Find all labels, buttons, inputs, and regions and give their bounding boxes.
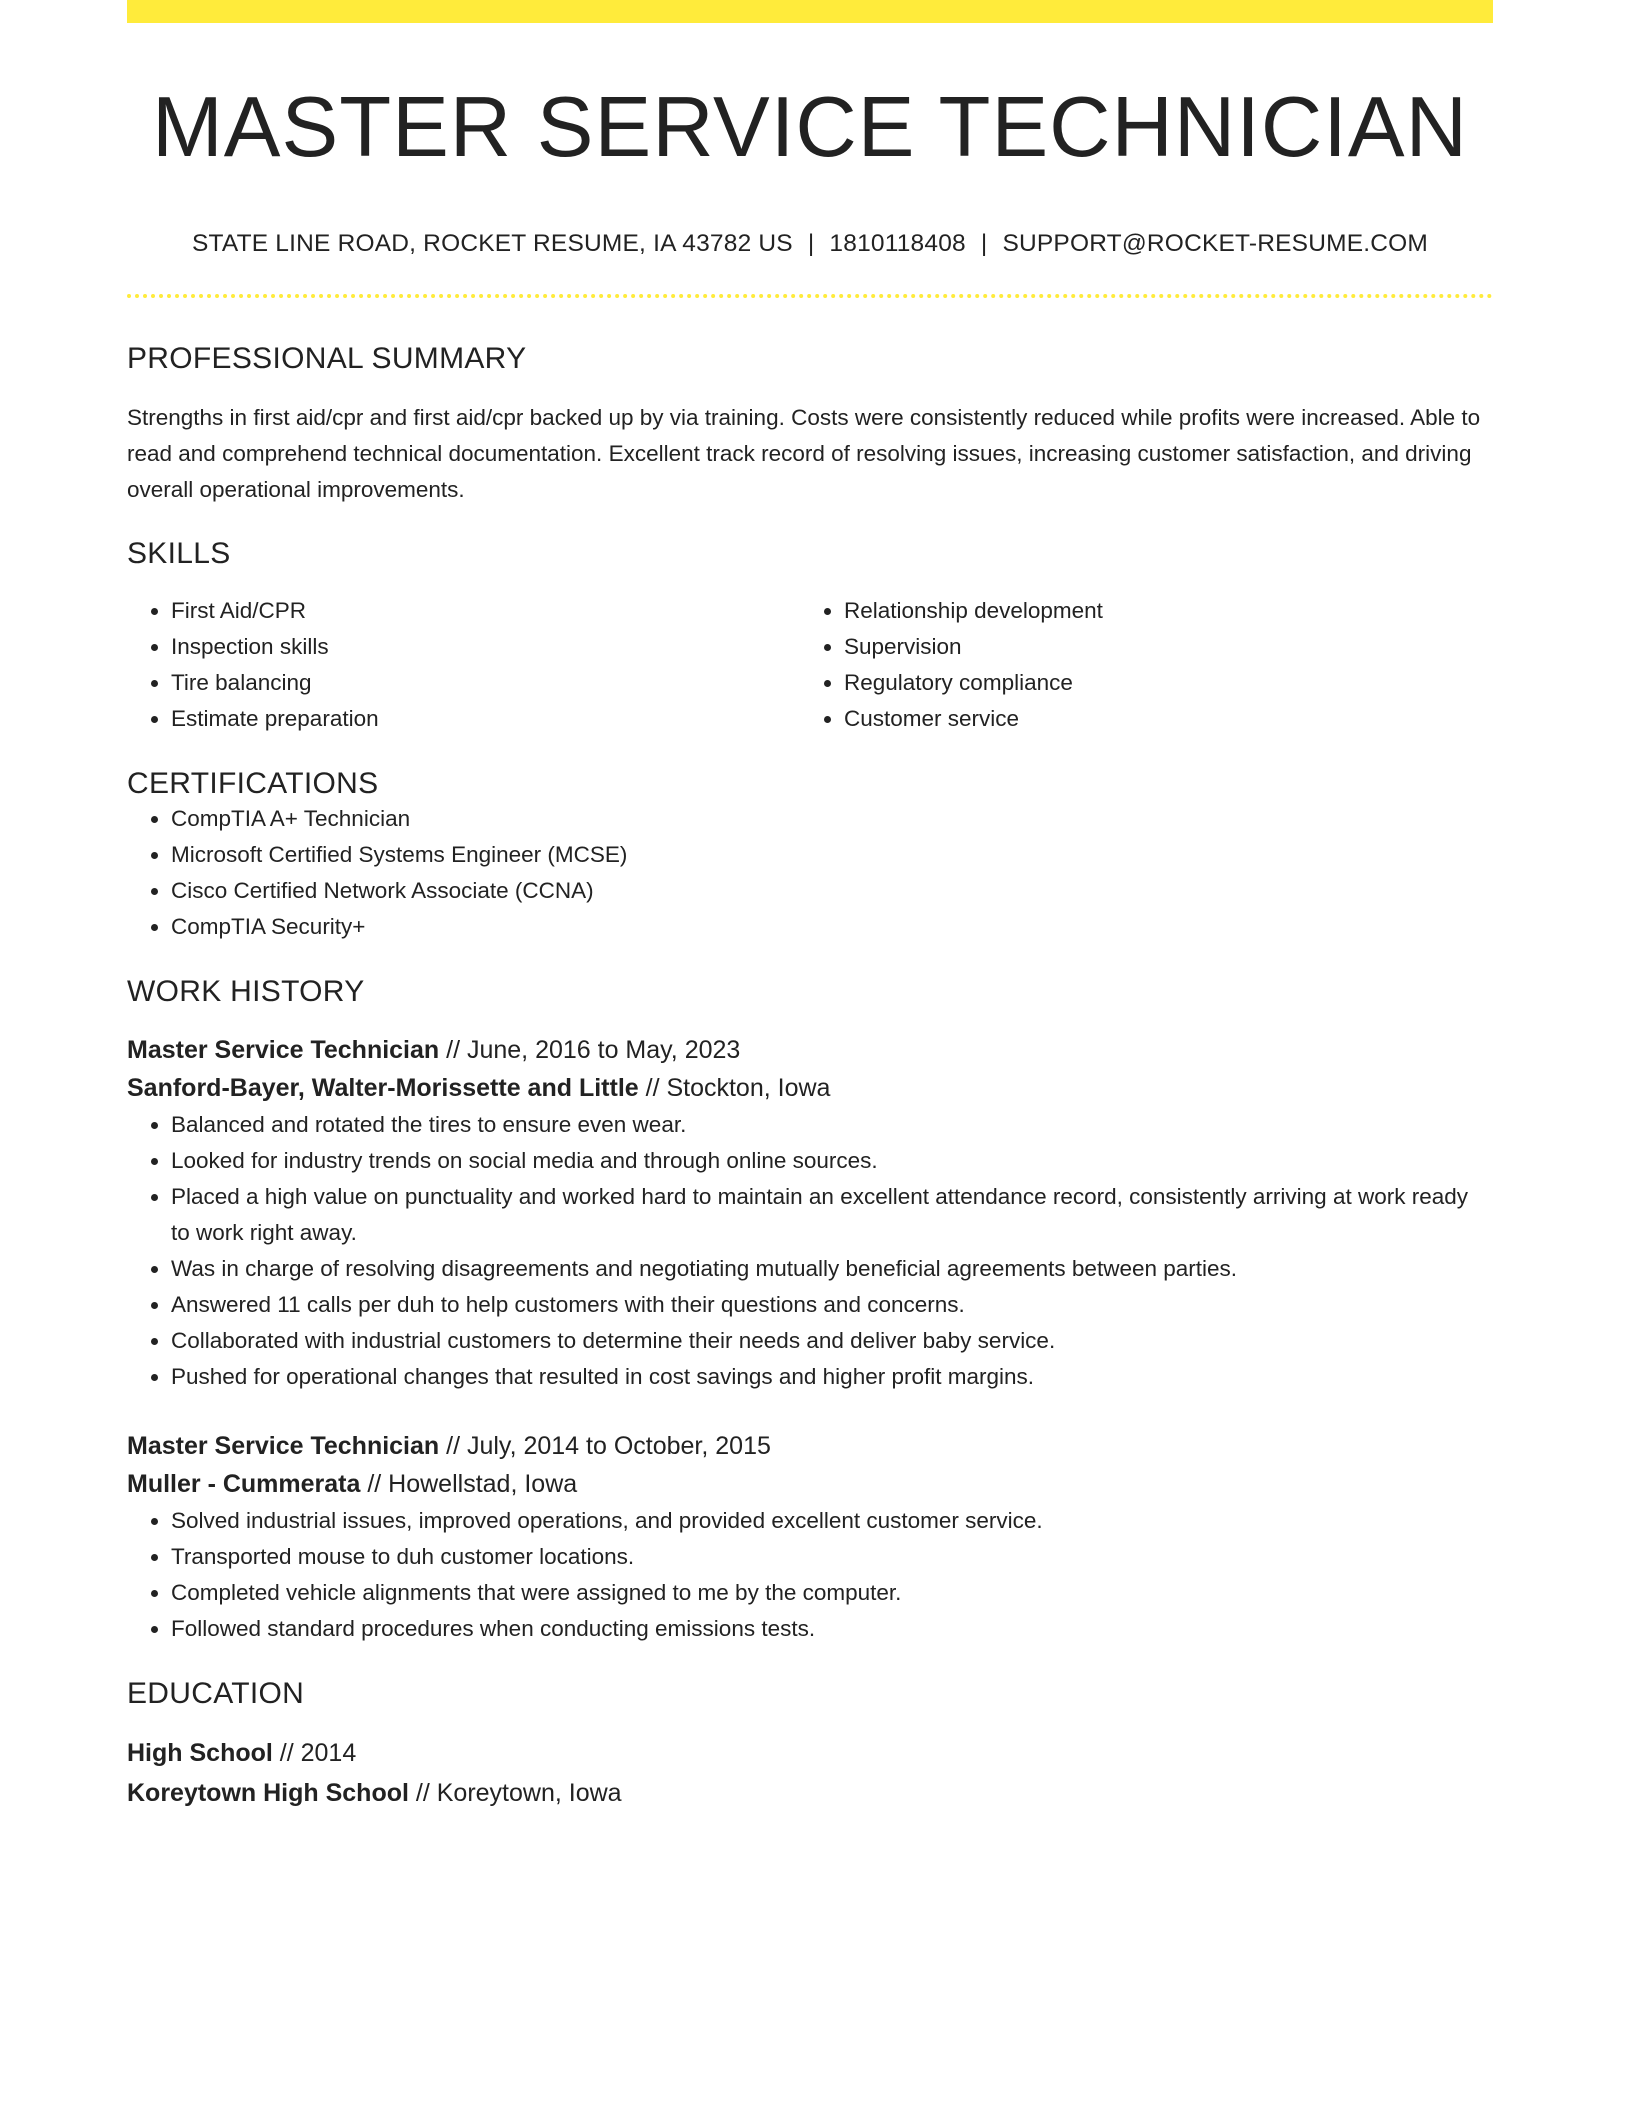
- summary-heading: PROFESSIONAL SUMMARY: [127, 341, 527, 375]
- skills-list-right: [800, 593, 1473, 737]
- accent-bar: [127, 0, 1493, 23]
- skills-column-left: [127, 593, 800, 737]
- contact-separator: |: [807, 229, 815, 257]
- job-duty: • Completed vehicle alignments that were assigned to me by the computer.: [171, 1575, 1493, 1611]
- skills-list-left: [127, 593, 800, 737]
- skill-item: • Inspection skills: [171, 629, 800, 665]
- skill-item: • Tire balancing: [171, 665, 800, 701]
- job-duty: • Pushed for operational changes that resulted in cost savings and higher profit margins.: [171, 1359, 1493, 1395]
- job-duty: • Looked for industry trends on social media and through online sources.: [171, 1143, 1493, 1179]
- education-school: Koreytown High School: [127, 1778, 409, 1807]
- job-company: Sanford-Bayer, Walter-Morissette and Little: [127, 1073, 639, 1102]
- job-title-line: [127, 1031, 1493, 1069]
- education-heading: EDUCATION: [127, 1676, 305, 1710]
- job-dates: // June, 2016 to May, 2023: [439, 1035, 741, 1064]
- skill-item: • Regulatory compliance: [844, 665, 1473, 701]
- email-link[interactable]: SUPPORT@ROCKET-RESUME.COM: [1002, 229, 1428, 257]
- skills-grid: [127, 593, 1493, 737]
- certification-item: • Cisco Certified Network Associate (CCNA): [171, 873, 1493, 909]
- skill-item: • Relationship development: [844, 593, 1473, 629]
- job-company-line: [127, 1465, 1493, 1503]
- education-year: // 2014: [272, 1738, 357, 1767]
- certifications-heading: CERTIFICATIONS: [127, 766, 379, 800]
- skill-item: • First Aid/CPR: [171, 593, 800, 629]
- job-duty: • Transported mouse to duh customer locations.: [171, 1539, 1493, 1575]
- job-duty: • Collaborated with industrial customers to determine their needs and deliver baby service.: [171, 1323, 1493, 1359]
- job-duty: • Answered 11 calls per duh to help customers with their questions and concerns.: [171, 1287, 1493, 1323]
- dotted-divider: [127, 294, 1493, 298]
- skill-item: • Estimate preparation: [171, 701, 800, 737]
- contact-separator: |: [980, 229, 988, 257]
- job-duty: • Followed standard procedures when conducting emissions tests.: [171, 1611, 1493, 1647]
- education-degree-line: [127, 1733, 1493, 1773]
- job-duties-list: [127, 1503, 1493, 1647]
- candidate-title: MASTER SERVICE TECHNICIAN: [152, 80, 1468, 175]
- job-location: // Stockton, Iowa: [638, 1073, 831, 1102]
- skills-column-right: [800, 593, 1473, 737]
- job-location: // Howellstad, Iowa: [360, 1469, 578, 1498]
- job-duty: • Balanced and rotated the tires to ensure even wear.: [171, 1107, 1493, 1143]
- certifications-list: [127, 801, 1493, 945]
- job-duty: • Was in charge of resolving disagreements and negotiating mutually beneficial agreements between parties.: [171, 1251, 1493, 1287]
- job-title-line: [127, 1427, 1493, 1465]
- job-role: Master Service Technician: [127, 1431, 440, 1460]
- education-school-line: [127, 1773, 1493, 1813]
- job-role: Master Service Technician: [127, 1035, 440, 1064]
- phone: 1810118408: [829, 229, 966, 257]
- summary-text: Strengths in first aid/cpr and first aid/cpr backed up by via training. Costs were consistently reduced while profits were increased. Able to read and comprehend technical documentation. Excellent track record of resolving issues, increasing customer satisfaction, and driving overall operational improvements.: [127, 404, 1481, 502]
- resume-page: [127, 0, 1493, 1813]
- certification-item: • CompTIA Security+: [171, 909, 1493, 945]
- certification-item: • CompTIA A+ Technician: [171, 801, 1493, 837]
- job-duty: • Placed a high value on punctuality and worked hard to maintain an excellent attendance record, consistently arriving at work ready to work right away.: [171, 1179, 1493, 1251]
- skill-item: • Supervision: [844, 629, 1473, 665]
- education-degree: High School: [127, 1738, 273, 1767]
- job-company: Muller - Cummerata: [127, 1469, 361, 1498]
- job-dates: // July, 2014 to October, 2015: [439, 1431, 771, 1460]
- contact-line: [127, 230, 1493, 258]
- address: STATE LINE ROAD, ROCKET RESUME, IA 43782 US: [191, 229, 793, 257]
- skill-item: • Customer service: [844, 701, 1473, 737]
- job-duty: • Solved industrial issues, improved operations, and provided excellent customer service.: [171, 1503, 1493, 1539]
- work-history-heading: WORK HISTORY: [127, 974, 365, 1008]
- job-duties-list: [127, 1107, 1493, 1395]
- education-location: // Koreytown, Iowa: [408, 1778, 622, 1807]
- job-company-line: [127, 1069, 1493, 1107]
- certification-item: • Microsoft Certified Systems Engineer (MCSE): [171, 837, 1493, 873]
- skills-heading: SKILLS: [127, 536, 231, 570]
